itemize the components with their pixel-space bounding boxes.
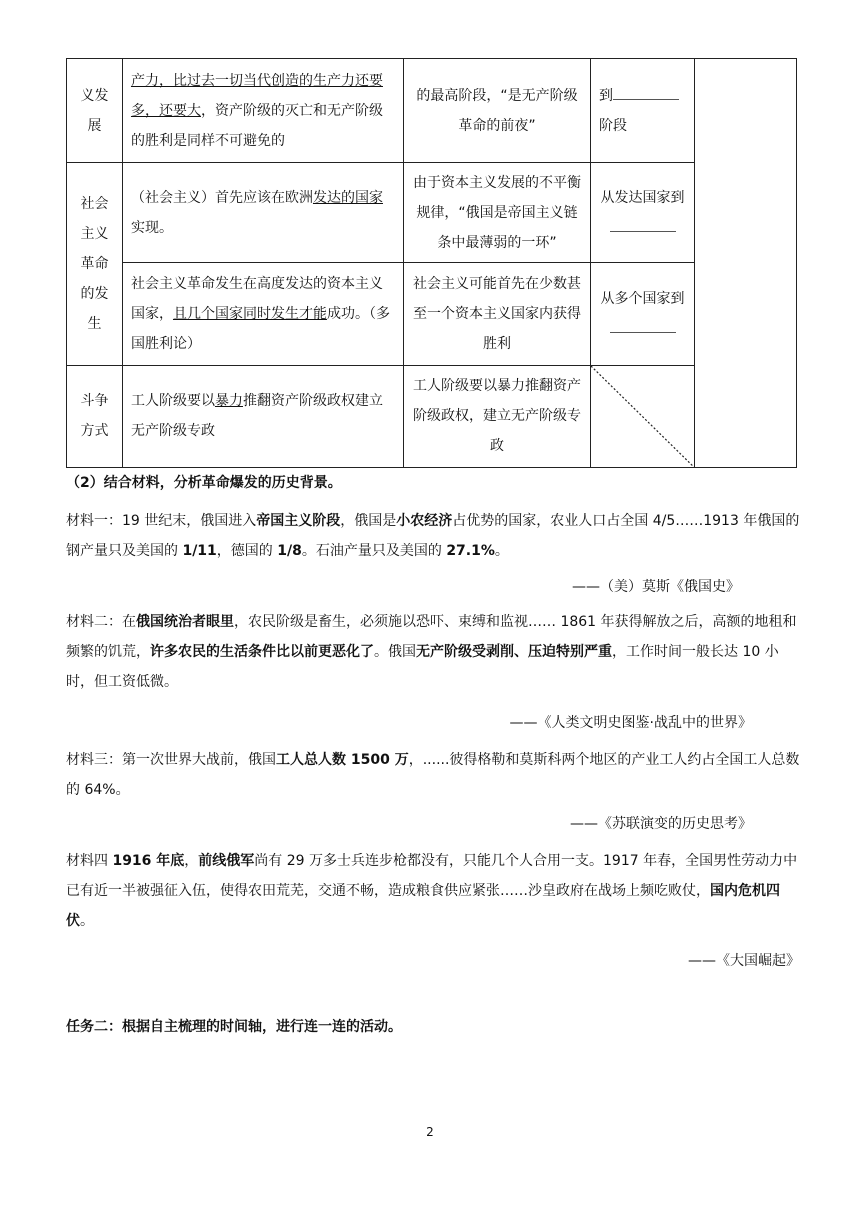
source-3: ——《苏联演变的历史思考》 — [570, 816, 752, 832]
table-cell: 社会主义可能首先在少数甚至一个资本主义国家内获得胜利 — [403, 263, 590, 365]
table-cell: 工人阶级要以暴力推翻资产阶级政权，建立无产阶级专政 — [403, 365, 590, 467]
row-header: 义发展 — [67, 59, 123, 163]
table-cell-blank: 从发达国家到 — [590, 163, 694, 263]
table-row — [67, 59, 797, 163]
table-cell: （社会主义）首先应该在欧洲发达的国家实现。 — [122, 163, 403, 263]
material-3: 材料三：第一次世界大战前，俄国工人总人数 1500 万，......彼得格勒和莫斯科两个地区的产业工人约占全国工人总数的 64%。 — [66, 752, 800, 798]
source-4: ——《大国崛起》 — [688, 953, 800, 969]
fill-blank — [610, 316, 676, 333]
table-cell-blank: 到 阶段 — [590, 59, 694, 163]
table-cell: 工人阶级要以暴力推翻资产阶级政权建立无产阶级专政 — [122, 365, 403, 467]
table-row — [67, 163, 797, 263]
table-cell-blank: 从多个国家到 — [590, 263, 694, 365]
table-cell: 由于资本主义发展的不平衡规律，“俄国是帝国主义链条中最薄弱的一环” — [403, 163, 590, 263]
page-number: 2 — [426, 1125, 434, 1139]
source-2: ——《人类文明史图鉴·战乱中的世界》 — [509, 715, 752, 731]
comparison-table — [66, 58, 797, 468]
table-cell: 的最高阶段，“是无产阶级革命的前夜” — [403, 59, 590, 163]
fill-blank — [610, 215, 676, 232]
question-2: （2）结合材料，分析革命爆发的历史背景。 — [66, 475, 342, 491]
row-header: 社会主义革命的发生 — [67, 163, 123, 365]
diagonal-line — [591, 366, 694, 467]
material-4: 材料四 1916 年底，前线俄军尚有 29 万多士兵连步枪都没有，只能几个人合用一支。1917 年春，全国男性劳动力中已有近一半被强征入伍，使得农田荒芜，交通不畅，造成粮食供应紧张……沙皇政府在战场上频吃败仗，国内危机四伏。 — [66, 853, 798, 929]
row-header: 斗争方式 — [67, 365, 123, 467]
table-row — [67, 263, 797, 365]
task-2: 任务二：根据自主梳理的时间轴，进行连一连的活动。 — [66, 1019, 402, 1035]
material-1: 材料一：19 世纪末，俄国进入帝国主义阶段，俄国是小农经济占优势的国家，农业人口占全国 4/5……1913 年俄国的钢产量只及美国的 1/11，德国的 1/8。石油产量只及美国的 27.1%。 — [66, 513, 800, 559]
diagonal-cell — [590, 365, 694, 467]
table-row — [67, 365, 797, 467]
fill-blank — [613, 83, 679, 100]
material-2: 材料二：在俄国统治者眼里，农民阶级是畜生，必须施以恐吓、束缚和监视…… 1861 年获得解放之后，高额的地租和频繁的饥荒，许多农民的生活条件比以前更恶化了。俄国无产阶级受剥削、压迫特别严重，工作时间一般长达 10 小时，但工资低微。 — [66, 614, 797, 690]
table-cell: 社会主义革命发生在高度发达的资本主义国家，且几个国家同时发生才能成功。（多国胜利论） — [122, 263, 403, 365]
empty-cell — [695, 59, 797, 468]
source-1: ——（美）莫斯《俄国史》 — [572, 579, 740, 595]
table-cell: 产力，比过去一切当代创造的生产力还要多，还要大，资产阶级的灭亡和无产阶级的胜利是同样不可避免的 — [122, 59, 403, 163]
